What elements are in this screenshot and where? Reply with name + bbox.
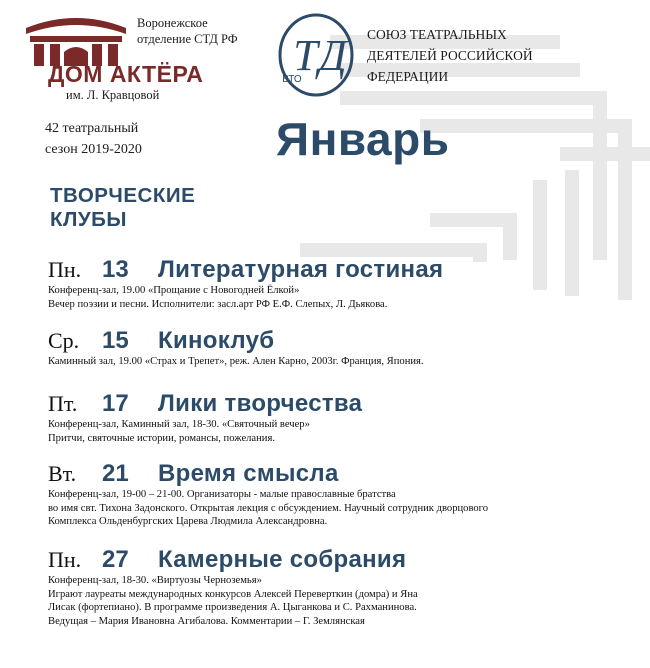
event-day: Вт. [48, 461, 77, 486]
event-detail: Конференц-зал, 18-30. «Виртуозы Черноземья» [48, 575, 262, 586]
event-date: 21 [102, 460, 129, 487]
event-heading [48, 460, 620, 488]
std-logo [270, 10, 360, 100]
event-date: 13 [102, 256, 129, 283]
event-title: Литературная гостиная [158, 256, 444, 283]
event-detail: Вечер поэзии и песни. Исполнители: засл.арт РФ Е.Ф. Слепых, Л. Дьякова. [48, 298, 388, 310]
event-detail: Конференц-зал, 19-00 – 21-00. Организаторы - малые православные братства [48, 489, 396, 500]
event-detail: Каминный зал, 19.00 «Страх и Трепет», реж. Ален Карно, 2003г. Франция, Япония. [48, 356, 424, 367]
event-date: 17 [102, 390, 129, 417]
org-subtitle-line: Воронежское [137, 16, 208, 30]
event-day: Ср. [48, 328, 80, 353]
event-title: Киноклуб [158, 327, 275, 354]
event-item [48, 460, 620, 529]
event-heading [48, 327, 620, 355]
event-detail: Лисак (фортепиано). В программе произведения А. Цыганкова и С. Рахманинова. [48, 602, 417, 613]
org-title: ДОМ АКТЁРА [48, 61, 204, 87]
section-title [50, 184, 195, 232]
event-heading [48, 390, 620, 418]
union-line: СОЮЗ ТЕАТРАЛЬНЫХ [367, 27, 507, 42]
event-heading [48, 256, 620, 284]
theatre-building-logo [22, 14, 130, 68]
event-day: Пн. [48, 547, 82, 572]
event-title: Лики творчества [158, 390, 363, 417]
union-title [367, 24, 533, 87]
org-subtitle [137, 16, 238, 47]
event-detail: Комплекса Ольденбургских Царева Людмила Александровна. [48, 516, 328, 527]
event-item [48, 390, 620, 445]
union-line: ДЕЯТЕЛЕЙ РОССИЙСКОЙ [367, 48, 533, 63]
event-item [48, 546, 620, 628]
season-label [45, 118, 142, 160]
event-detail: Конференц-зал, 19.00 «Прощание с Новогодней Ёлкой» [48, 285, 300, 296]
event-day: Пт. [48, 391, 78, 416]
std-logo-letters: ТД [293, 31, 347, 80]
union-line: ФЕДЕРАЦИИ [367, 69, 449, 84]
event-title: Камерные собрания [158, 546, 407, 573]
section-title-line: ТВОРЧЕСКИЕ [50, 184, 196, 207]
std-logo-label: ВТО [282, 74, 302, 85]
event-date: 27 [102, 546, 129, 573]
event-detail: Ведущая – Мария Ивановна Агибалова. Комментарии – Г. Землянская [48, 615, 365, 627]
event-date: 15 [102, 327, 129, 354]
season-line: сезон 2019-2020 [45, 142, 142, 157]
event-detail: во имя свт. Тихона Задонского. Открытая лекция с обсуждением. Научный сотрудник дворцового [48, 502, 489, 514]
event-day: Пн. [48, 257, 82, 282]
month-title: Январь [276, 113, 450, 165]
section-title-line: КЛУБЫ [50, 208, 127, 231]
event-item [48, 327, 620, 369]
org-name: им. Л. Кравцовой [66, 88, 160, 102]
event-item [48, 256, 620, 311]
org-subtitle-line: отделение СТД РФ [137, 31, 238, 46]
event-detail: Притчи, святочные истории, романсы, пожелания. [48, 432, 275, 444]
event-title: Время смысла [158, 460, 339, 487]
event-heading [48, 546, 620, 574]
event-detail: Играют лауреаты международных конкурсов Алексей Переверткин (домра) и Яна [48, 588, 418, 600]
season-line: 42 театральный [45, 121, 139, 136]
event-detail: Конференц-зал, Каминный зал, 18-30. «Святочный вечер» [48, 419, 310, 430]
